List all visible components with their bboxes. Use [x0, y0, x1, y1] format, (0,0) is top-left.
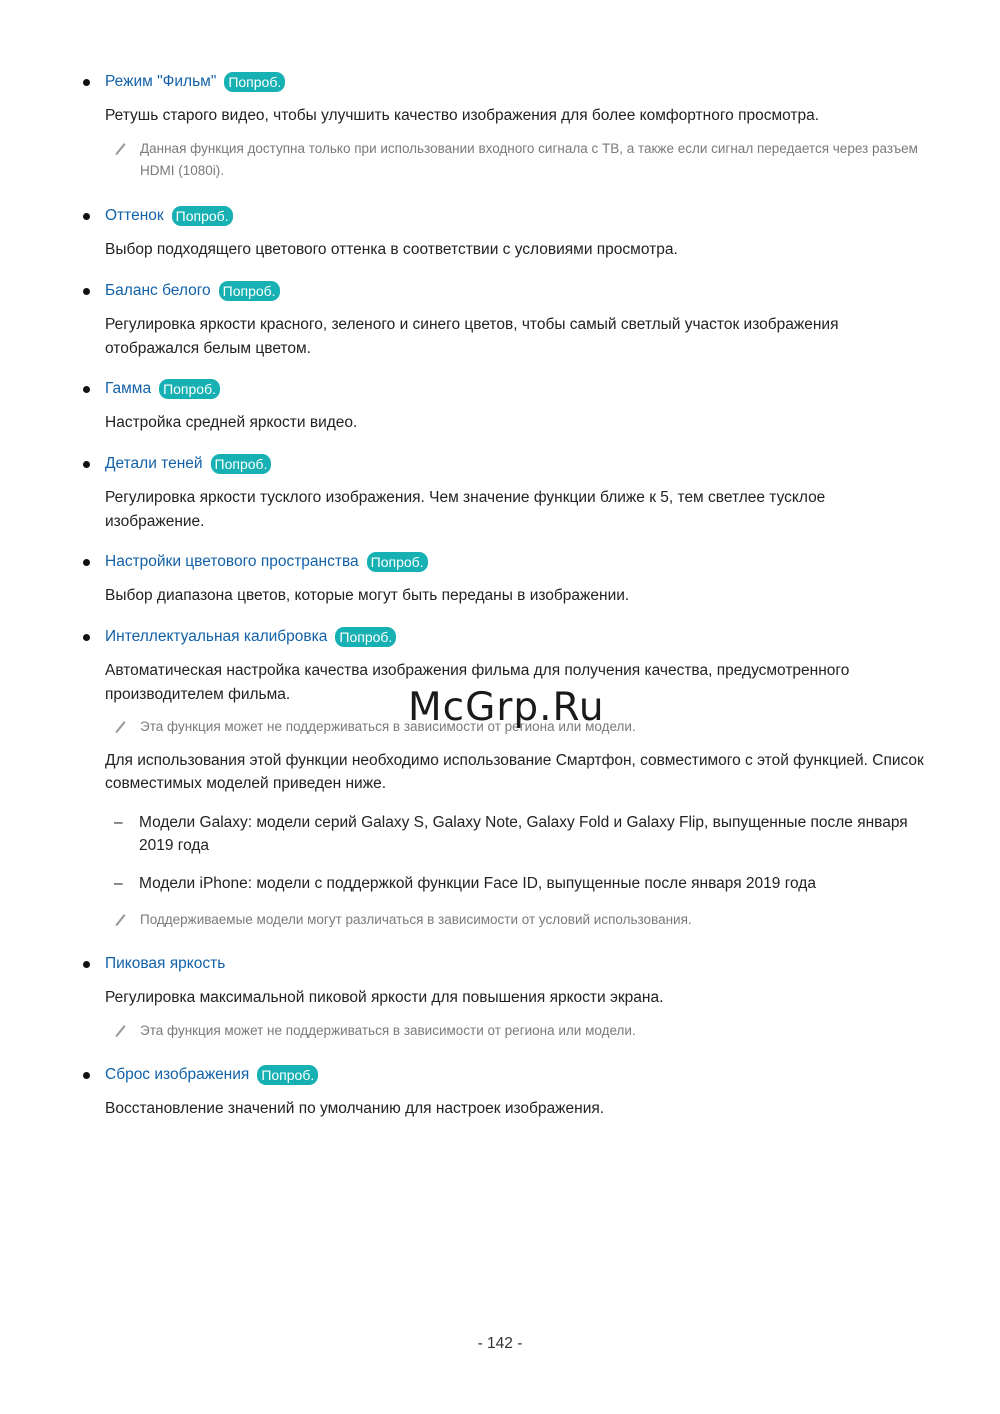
bullet-dot [83, 79, 90, 86]
menu-item-color-space [105, 551, 925, 608]
try-button[interactable]: Попроб. [211, 454, 272, 474]
list-item-text: Модели iPhone: модели с поддержкой функции Face ID, выпущенные после января 2019 года [139, 874, 816, 892]
menu-item-peak-brightness [105, 953, 925, 1042]
item-description: Выбор подходящего цветового оттенка в соответствии с условиями просмотра. [105, 241, 678, 258]
menu-item-film-mode [105, 71, 925, 183]
list-item [105, 811, 925, 858]
item-title [105, 205, 925, 227]
item-title-label: Пиковая яркость [105, 955, 226, 972]
try-button[interactable]: Попроб. [335, 627, 396, 647]
pencil-note-icon [113, 1022, 127, 1038]
item-title-label: Интеллектуальная калибровка [105, 628, 328, 645]
item-title [105, 1064, 925, 1086]
item-description: Выбор диапазона цветов, которые могут быть переданы в изображении. [105, 587, 630, 604]
item-description-extra: Для использования этой функции необходимо использование Смартфон, совместимого с этой функцией. Список совместимых моделей приведен ниже. [105, 751, 924, 792]
item-title [105, 280, 925, 302]
item-description: Регулировка яркости красного, зеленого и синего цветов, чтобы самый светлый участок изображения отображался белым цветом. [105, 316, 839, 357]
item-title-label: Гамма [105, 380, 152, 397]
list-item-text: Модели Galaxy: модели серий Galaxy S, Galaxy Note, Galaxy Fold и Galaxy Flip, выпущенные после января 2019 года [139, 813, 908, 854]
try-button[interactable]: Попроб. [257, 1065, 318, 1085]
item-title-label: Оттенок [105, 207, 164, 224]
bullet-dot [83, 386, 90, 393]
menu-item-gamma [105, 378, 925, 435]
note [105, 909, 925, 932]
menu-item-smart-calibration [105, 626, 925, 932]
bullet-dot [83, 461, 90, 468]
item-title-label: Режим "Фильм" [105, 73, 217, 90]
bullet-dot [83, 634, 90, 641]
note-text: Данная функция доступна только при использовании входного сигнала с ТВ, а также если сигнал передается через разъем HDMI (1080i). [140, 140, 918, 178]
item-title [105, 953, 925, 975]
item-title [105, 378, 925, 400]
bullet-dot [83, 213, 90, 220]
bullet-dot [83, 288, 90, 295]
item-title-label: Настройки цветового пространства [105, 553, 359, 570]
item-title-label: Баланс белого [105, 282, 211, 299]
item-title-label: Детали теней [105, 455, 203, 472]
note [105, 138, 925, 183]
item-description: Регулировка максимальной пиковой яркости для повышения яркости экрана. [105, 989, 664, 1006]
menu-item-tint [105, 205, 925, 262]
bullet-dot [83, 961, 90, 968]
try-button[interactable]: Попроб. [159, 379, 220, 399]
bullet-dot [83, 559, 90, 566]
try-button[interactable]: Попроб. [219, 281, 280, 301]
item-title [105, 626, 925, 648]
item-title [105, 551, 925, 573]
page-number: - 142 - [477, 1335, 523, 1352]
note-text: Эта функция может не поддерживаться в зависимости от региона или модели. [140, 719, 636, 734]
pencil-note-icon [113, 911, 127, 927]
menu-item-picture-reset [105, 1064, 925, 1121]
dash-marker: – [114, 813, 123, 831]
watermark: McGrp.Ru [408, 685, 605, 730]
try-button[interactable]: Попроб. [367, 552, 428, 572]
item-title [105, 71, 925, 93]
item-title-label: Сброс изображения [105, 1066, 250, 1083]
pencil-note-icon [113, 718, 127, 734]
list-item [105, 872, 925, 896]
note-text: Поддерживаемые модели могут различаться в зависимости от условий использования. [140, 912, 692, 927]
note [105, 1020, 925, 1043]
menu-item-white-balance [105, 280, 925, 360]
item-description: Автоматическая настройка качества изображения фильма для получения качества, предусмотренного производителем фильма. [105, 662, 850, 703]
pencil-note-icon [113, 140, 127, 156]
item-title [105, 453, 925, 475]
bullet-dot [83, 1072, 90, 1079]
try-button[interactable]: Попроб. [172, 206, 233, 226]
note-text: Эта функция может не поддерживаться в зависимости от региона или модели. [140, 1022, 636, 1038]
item-description: Настройка средней яркости видео. [105, 414, 358, 431]
item-description: Ретушь старого видео, чтобы улучшить качество изображения для более комфортного просмотра. [105, 107, 820, 124]
dash-marker: – [114, 874, 123, 892]
item-description: Восстановление значений по умолчанию для настроек изображения. [105, 1100, 605, 1117]
item-description: Регулировка яркости тусклого изображения. Чем значение функции ближе к 5, тем светлее тусклое изображение. [105, 489, 826, 530]
menu-item-shadow-detail [105, 453, 925, 533]
try-button[interactable]: Попроб. [224, 72, 285, 92]
